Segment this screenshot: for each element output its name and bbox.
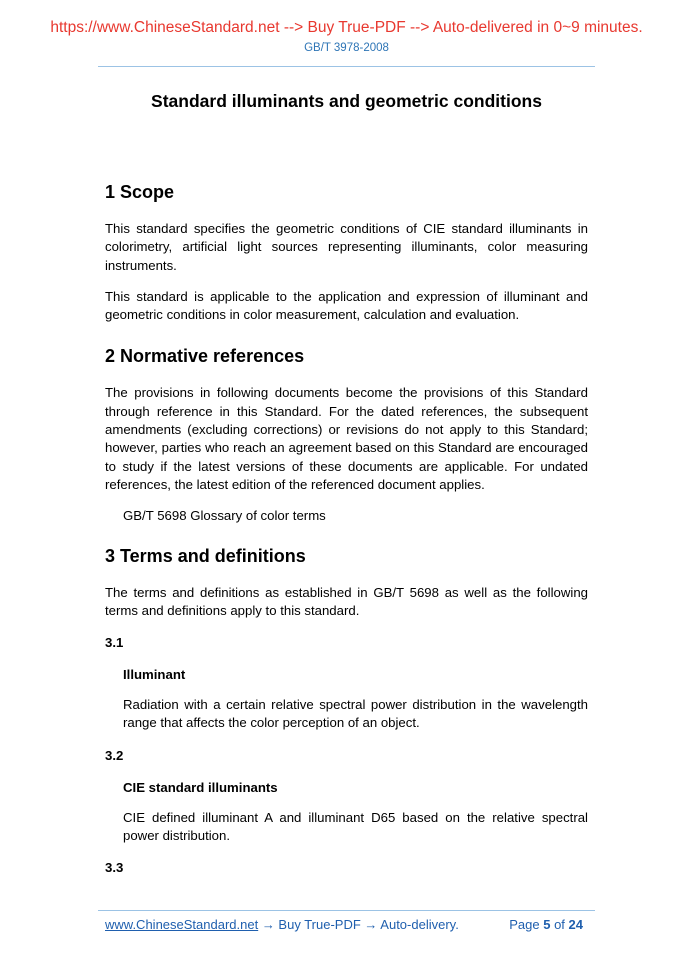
section-heading-scope: 1 Scope <box>105 182 175 202</box>
term-name: CIE standard illuminants <box>123 779 278 795</box>
term-number: 3.3 <box>105 860 124 876</box>
page-total: 24 <box>568 917 583 932</box>
term-number: 3.1 <box>105 635 124 651</box>
normative-paragraph-1: The provisions in following documents become the provisions of this Standard through reference in this Standard. For the dated references, the subsequent amendments (excluding corrections) or revisions do not apply to this Standard; however, parties who reach an agreement based on this Standard are encouraged to study if the latest versions of these documents are applicable. For undated references, the latest edition of the referenced document applies. <box>105 385 588 492</box>
document-code: GB/T 3978-2008 <box>304 42 389 54</box>
terms-intro-paragraph: The terms and definitions as established in GB/T 5698 as well as the following terms and definitions apply to this standard. <box>105 584 588 618</box>
header-divider <box>98 66 595 67</box>
term-definition: CIE defined illuminant A and illuminant D65 based on the relative spectral power distribution. <box>123 809 588 844</box>
document-title: Standard illuminants and geometric conditions <box>151 91 542 111</box>
page-content <box>105 86 588 877</box>
section-heading-normative-references: 2 Normative references <box>105 346 305 367</box>
term-number: 3.2 <box>105 747 124 763</box>
page-number <box>509 917 583 932</box>
page-of: of <box>554 917 565 932</box>
term-definition: Radiation with a certain relative spectral power distribution in the wavelength range that affects the color perception of an object. <box>123 697 588 731</box>
footer-promo-text: → Buy True-PDF → Auto-delivery. <box>258 917 459 932</box>
scope-paragraph-1: This standard specifies the geometric conditions of CIE standard illuminants in colorimetry, artificial light sources representing illuminants, color measuring instruments. <box>105 221 588 273</box>
top-banner[interactable]: https://www.ChineseStandard.net --> Buy True-PDF --> Auto-delivered in 0~9 minutes. <box>50 19 643 36</box>
section-heading-terms-definitions: 3 Terms and definitions <box>105 545 306 566</box>
footer-divider <box>98 910 595 911</box>
footer-promo <box>105 917 459 932</box>
footer-website-link[interactable]: www.ChineseStandard.net <box>105 917 259 932</box>
normative-reference-item: GB/T 5698 Glossary of color terms <box>123 508 326 524</box>
term-name: Illuminant <box>123 667 186 683</box>
page-current: 5 <box>543 917 551 932</box>
scope-paragraph-2: This standard is applicable to the application and expression of illuminant and geometric conditions in color measurement, calculation and evaluation. <box>105 288 588 323</box>
page-label: Page <box>509 917 540 932</box>
page-footer <box>105 917 583 932</box>
